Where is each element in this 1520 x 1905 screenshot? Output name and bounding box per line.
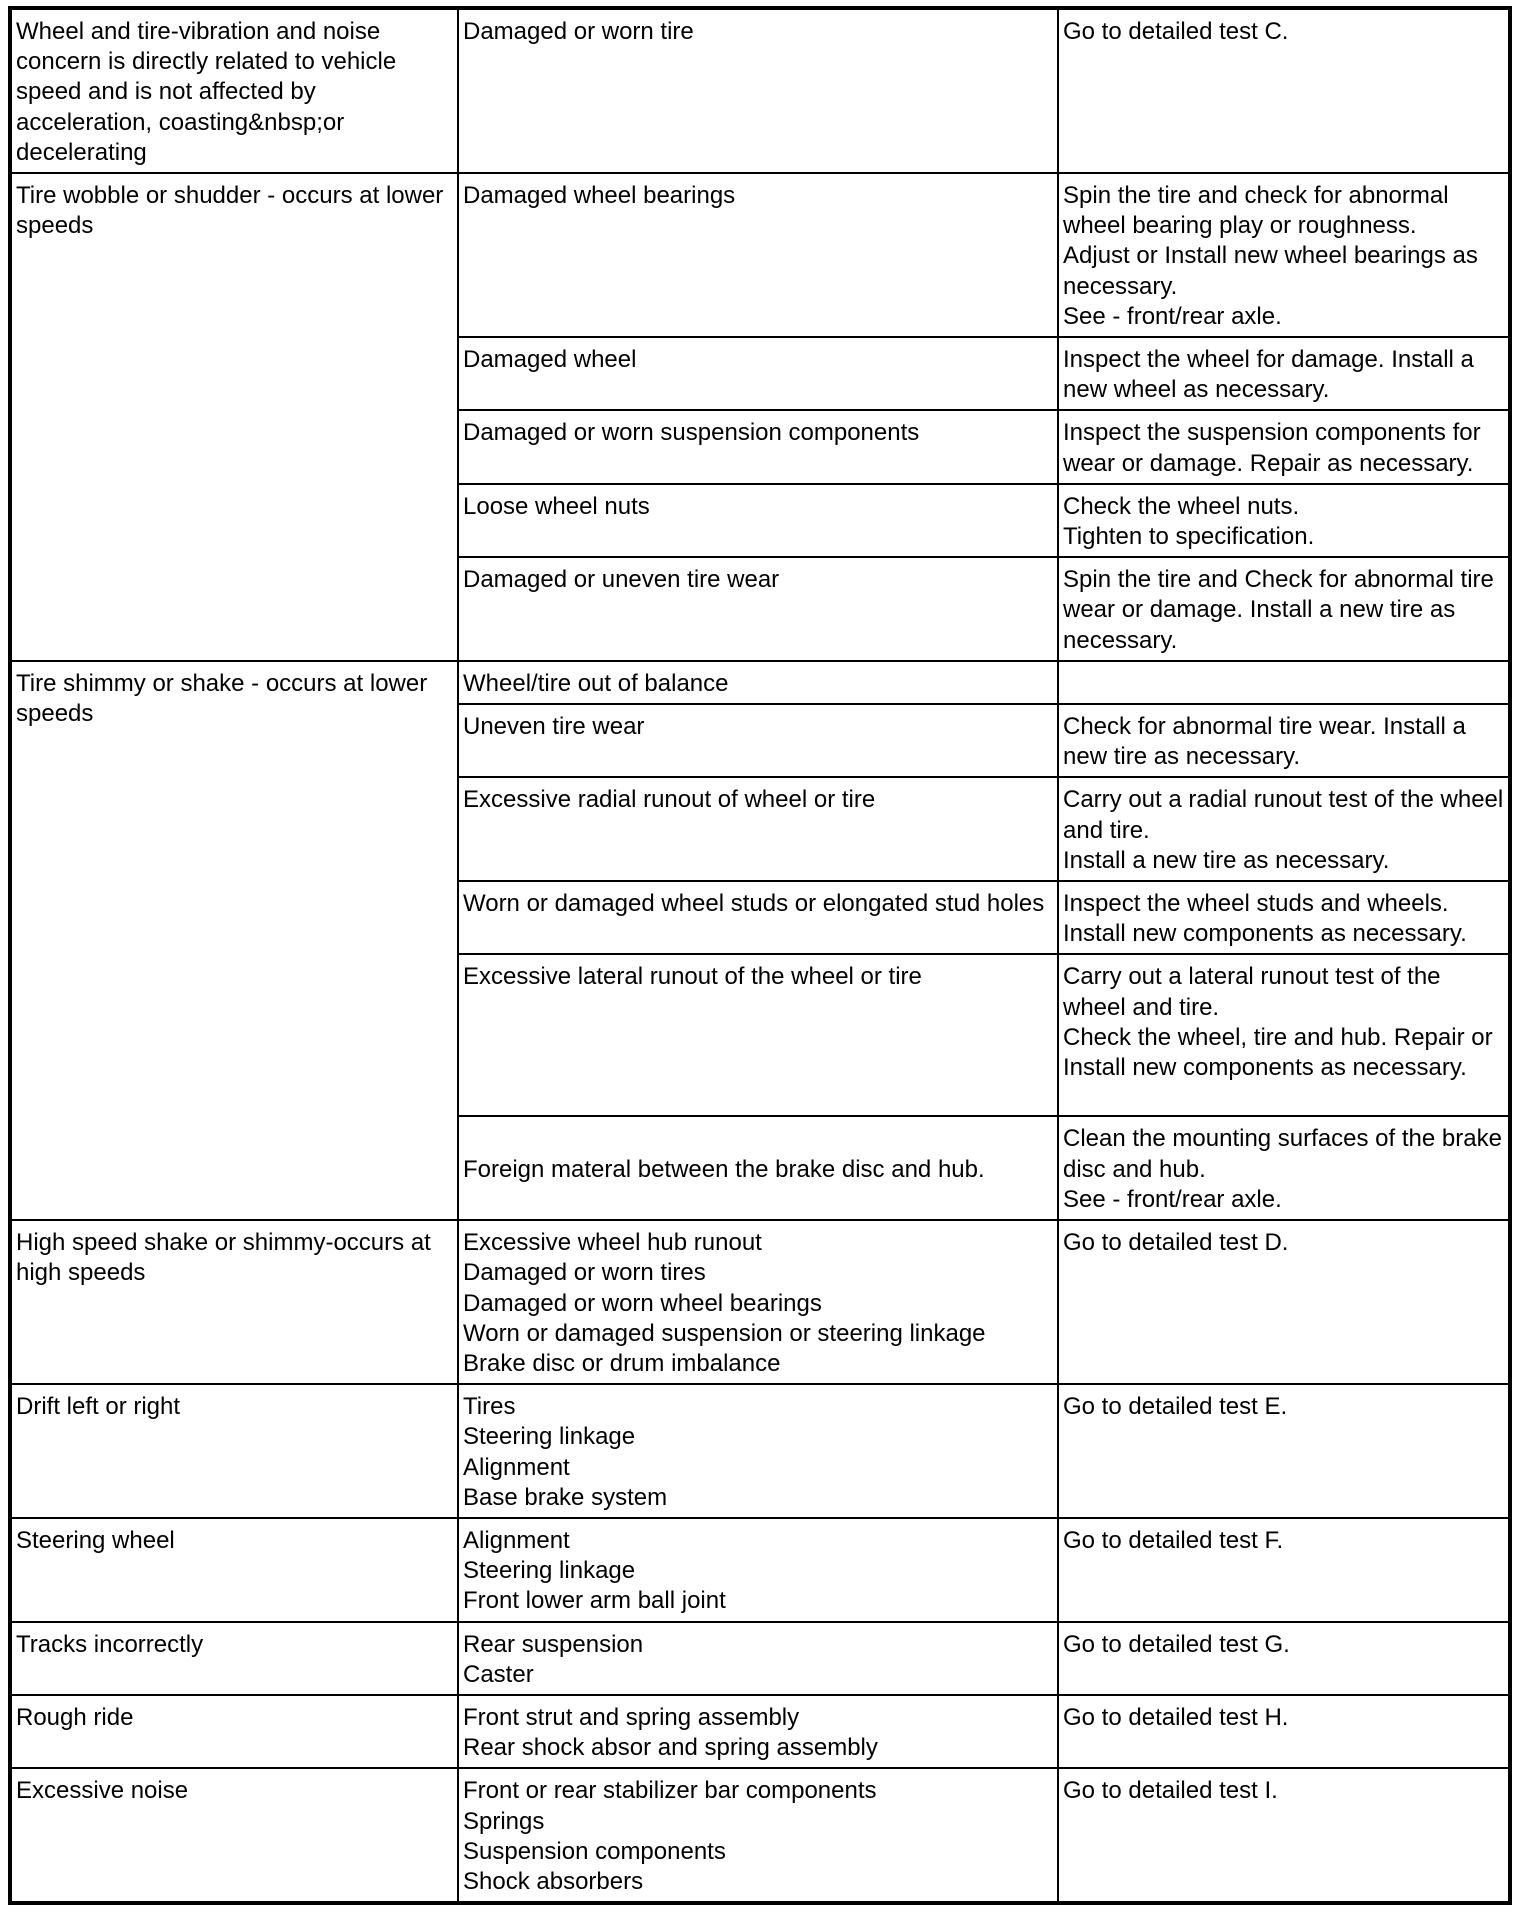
action-cell: Go to detailed test D. [1058,1220,1510,1384]
source-cell: Loose wheel nuts [458,484,1058,557]
source-cell: Rear suspension Caster [458,1622,1058,1695]
table-row [10,1518,1510,1622]
source-cell: Front strut and spring assembly Rear shock absor and spring assembly [458,1695,1058,1768]
action-cell: Inspect the suspension components for wear or damage. Repair as necessary. [1058,410,1510,483]
action-cell: Clean the mounting surfaces of the brake disc and hub. See - front/rear axle. [1058,1116,1510,1220]
action-cell [1058,661,1510,704]
action-cell: Inspect the wheel studs and wheels. Install new components as necessary. [1058,881,1510,954]
action-cell: Go to detailed test F. [1058,1518,1510,1622]
action-cell: Carry out a radial runout test of the wheel and tire. Install a new tire as necessary. [1058,777,1510,881]
action-cell: Go to detailed test E. [1058,1384,1510,1518]
action-cell: Go to detailed test H. [1058,1695,1510,1768]
source-cell: Damaged or uneven tire wear [458,557,1058,661]
action-cell: Inspect the wheel for damage. Install a new wheel as necessary. [1058,337,1510,410]
source-cell: Foreign materal between the brake disc and hub. [458,1116,1058,1220]
source-cell: Wheel/tire out of balance [458,661,1058,704]
source-cell: Uneven tire wear [458,704,1058,777]
condition-cell: Tire wobble or shudder - occurs at lower speeds [10,173,458,661]
table-row [10,1384,1510,1518]
source-cell: Damaged or worn tire [458,8,1058,173]
table-row [10,1220,1510,1384]
condition-cell: Excessive noise [10,1768,458,1903]
action-cell: Go to detailed test G. [1058,1622,1510,1695]
action-cell: Check for abnormal tire wear. Install a new tire as necessary. [1058,704,1510,777]
table-row [10,1768,1510,1903]
source-cell: Front or rear stabilizer bar components Springs Suspension components Shock absorbers [458,1768,1058,1903]
condition-cell: High speed shake or shimmy-occurs at high speeds [10,1220,458,1384]
condition-cell: Drift left or right [10,1384,458,1518]
source-cell: Damaged or worn suspension components [458,410,1058,483]
condition-cell: Wheel and tire-vibration and noise concern is directly related to vehicle speed and is not affected by acceleration, coasting&nbsp;or decelerating [10,8,458,173]
table-row [10,661,1510,704]
source-cell: Damaged wheel [458,337,1058,410]
action-cell: Spin the tire and check for abnormal wheel bearing play or roughness. Adjust or Install new wheel bearings as necessary. See - front/rear axle. [1058,173,1510,337]
source-cell: Alignment Steering linkage Front lower arm ball joint [458,1518,1058,1622]
source-cell: Tires Steering linkage Alignment Base brake system [458,1384,1058,1518]
table-row [10,1695,1510,1768]
condition-cell: Steering wheel [10,1518,458,1622]
diagnosis-table [8,6,1512,1905]
source-cell: Excessive radial runout of wheel or tire [458,777,1058,881]
source-cell: Worn or damaged wheel studs or elongated stud holes [458,881,1058,954]
action-cell: Go to detailed test I. [1058,1768,1510,1903]
table-row [10,1622,1510,1695]
action-cell: Spin the tire and Check for abnormal tire wear or damage. Install a new tire as necessary. [1058,557,1510,661]
table-row [10,8,1510,173]
source-cell: Excessive lateral runout of the wheel or tire [458,954,1058,1116]
condition-cell: Tire shimmy or shake - occurs at lower speeds [10,661,458,1220]
table-row [10,173,1510,337]
action-cell: Go to detailed test C. [1058,8,1510,173]
condition-cell: Rough ride [10,1695,458,1768]
source-cell: Damaged wheel bearings [458,173,1058,337]
source-cell: Excessive wheel hub runout Damaged or worn tires Damaged or worn wheel bearings Worn or damaged suspension or steering linkage Brake disc or drum imbalance [458,1220,1058,1384]
action-cell: Carry out a lateral runout test of the wheel and tire. Check the wheel, tire and hub. Repair or Install new components as necessary. [1058,954,1510,1116]
condition-cell: Tracks incorrectly [10,1622,458,1695]
action-cell: Check the wheel nuts. Tighten to specification. [1058,484,1510,557]
